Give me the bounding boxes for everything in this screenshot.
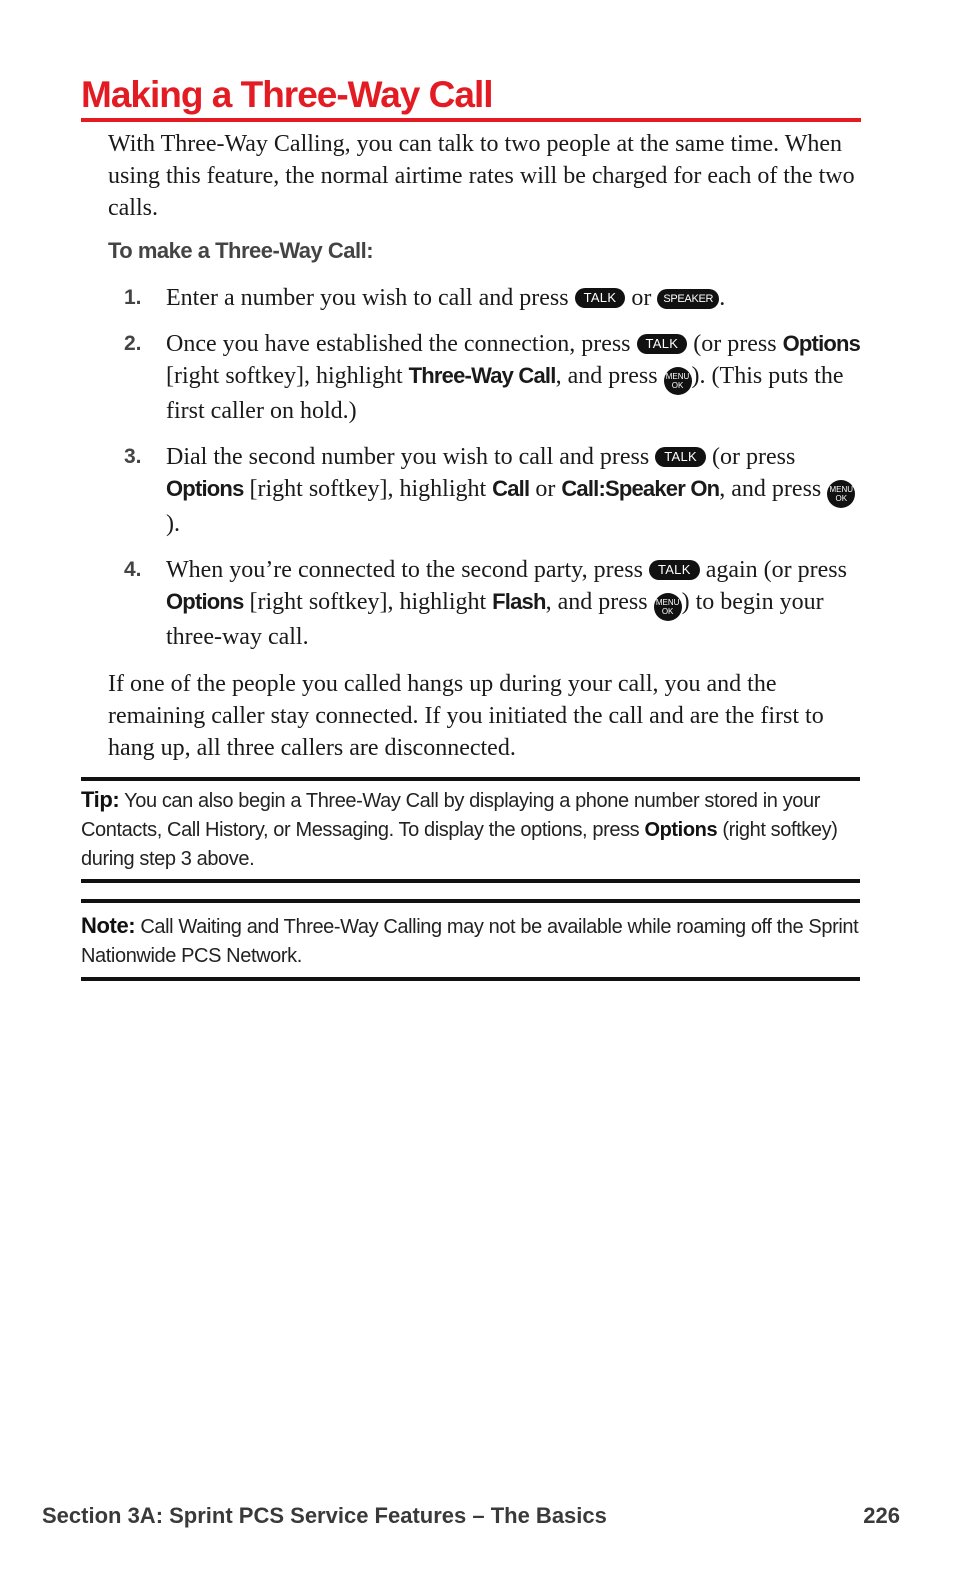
step-text: [right softkey], highlight (243, 476, 493, 502)
step-3 (108, 441, 868, 540)
step-text: [right softkey], highlight (166, 363, 409, 389)
step-1 (108, 282, 868, 314)
menu-ok-key-icon: MENU OK (827, 480, 855, 508)
tip-box (81, 777, 860, 883)
step-text: . (719, 285, 726, 311)
step-4 (108, 554, 868, 653)
step-text: ) to begin your three-way call. (166, 589, 824, 650)
tip-text: (right softkey) during step 3 above. (81, 819, 838, 870)
step-text: , and press (545, 589, 654, 615)
talk-key-icon: TALK (575, 288, 626, 308)
menu-keyword: Three-Way Call (408, 363, 556, 388)
step-text: , and press (719, 476, 828, 502)
step-text: When you’re connected to the second party, press (166, 557, 649, 583)
step-2 (108, 328, 868, 427)
step-number: 3. (124, 445, 142, 468)
step-text: (or press (705, 444, 796, 470)
tip-text: You can also begin a Three-Way Call by displaying a phone number stored in your Contacts, Call History, or Messaging. To display the options, press (81, 790, 820, 841)
menu-keyword: Options (166, 589, 244, 614)
step-text: Dial the second number you wish to call and press (166, 444, 656, 470)
step-text: or (625, 285, 658, 311)
step-number: 4. (124, 558, 142, 581)
step-text: Once you have established the connection, press (166, 331, 637, 357)
step-text: [right softkey], highlight (243, 589, 493, 615)
menu-ok-key-icon: MENU OK (664, 367, 692, 395)
step-text: again (or press (699, 557, 847, 583)
step-text: or (529, 476, 562, 502)
page-number: 226 (863, 1503, 900, 1528)
step-number: 1. (124, 286, 142, 309)
talk-key-icon: TALK (655, 447, 706, 467)
step-text: ). (166, 511, 180, 537)
menu-ok-key-icon: MENU OK (654, 593, 682, 621)
tip-label: Tip: (81, 787, 120, 812)
step-text: Enter a number you wish to call and press (166, 285, 575, 311)
page-title: Making a Three-Way Call (81, 72, 861, 122)
talk-key-icon: TALK (649, 560, 700, 580)
procedure-subheading: To make a Three-Way Call: (108, 238, 374, 263)
step-text: , and press (555, 363, 664, 389)
note-box (81, 899, 860, 981)
note-label: Note: (81, 913, 136, 938)
menu-keyword: Options (166, 476, 244, 501)
footer-section-title: Section 3A: Sprint PCS Service Features – The Basics (42, 1503, 607, 1528)
step-text: (or press (687, 331, 783, 357)
step-number: 2. (124, 332, 142, 355)
intro-paragraph: With Three-Way Calling, you can talk to two people at the same time. When using this feature, the normal airtime rates will be charged for each of the two calls. (108, 131, 855, 221)
speaker-key-icon: SPEAKER (657, 289, 719, 309)
talk-key-icon: TALK (637, 334, 688, 354)
menu-keyword: Options (782, 331, 861, 356)
outro-paragraph: If one of the people you called hangs up during your call, you and the remaining caller stay connected. If you initiated the call and are the first to hang up, all three callers are disconnected. (108, 671, 824, 761)
step-text: ). (This puts the first caller on hold.) (166, 363, 844, 424)
menu-keyword: Flash (492, 589, 546, 614)
menu-keyword: Call:Speaker On (561, 476, 720, 501)
tip-keyword: Options (644, 819, 718, 841)
steps-list (108, 282, 868, 667)
note-text: Call Waiting and Three-Way Calling may not be available while roaming off the Sprint Nationwide PCS Network. (81, 916, 859, 967)
menu-keyword: Call (492, 476, 530, 501)
